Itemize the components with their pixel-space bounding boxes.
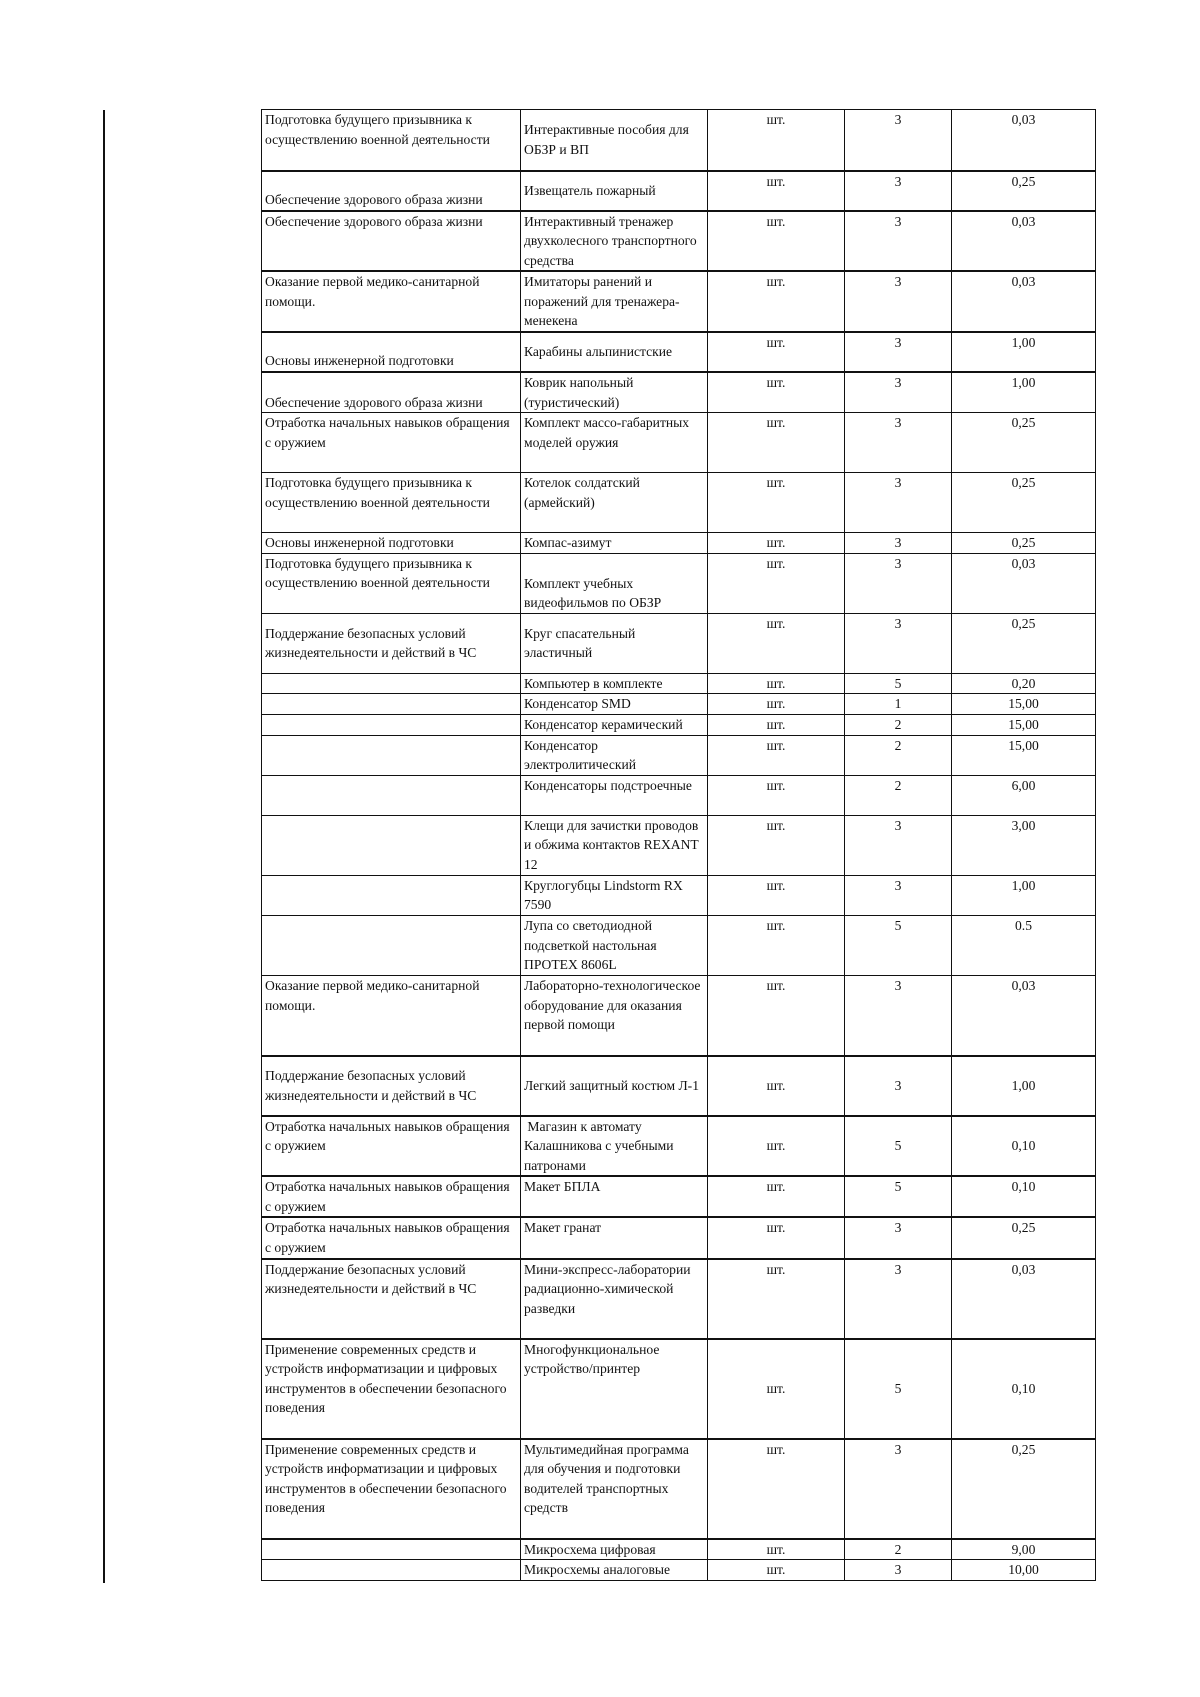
quantity-cell: 3	[845, 613, 952, 673]
unit-cell: шт.	[708, 413, 845, 473]
section-cell: Применение современных средств и устройств информатизации и цифровых инструментов в обеспечении безопасного поведения	[262, 1339, 521, 1439]
item-name-cell: Компьютер в комплекте	[521, 673, 708, 694]
section-cell: Отработка начальных навыков обращения с оружием	[262, 1176, 521, 1217]
unit-cell: шт.	[708, 271, 845, 332]
table-row	[262, 110, 1096, 171]
value-cell: 0,25	[952, 613, 1096, 673]
table-row	[262, 1176, 1096, 1217]
table-row	[262, 1217, 1096, 1258]
value-cell: 15,00	[952, 694, 1096, 715]
table-row	[262, 211, 1096, 272]
section-cell: Подготовка будущего призывника к осуществлению военной деятельности	[262, 553, 521, 613]
section-cell	[262, 916, 521, 976]
unit-cell: шт.	[708, 916, 845, 976]
quantity-cell: 3	[845, 976, 952, 1056]
quantity-cell: 3	[845, 875, 952, 915]
value-cell: 0,25	[952, 473, 1096, 533]
quantity-cell: 3	[845, 553, 952, 613]
section-cell: Основы инженерной подготовки	[262, 332, 521, 372]
value-cell: 0,20	[952, 673, 1096, 694]
unit-cell: шт.	[708, 775, 845, 815]
unit-cell: шт.	[708, 1439, 845, 1539]
item-name-cell: Извещатель пожарный	[521, 171, 708, 211]
section-cell: Основы инженерной подготовки	[262, 533, 521, 554]
section-cell	[262, 715, 521, 736]
value-cell: 0,25	[952, 171, 1096, 211]
table-row	[262, 916, 1096, 976]
item-name-cell: Круг спасательный эластичный	[521, 613, 708, 673]
unit-cell: шт.	[708, 715, 845, 736]
value-cell: 0,10	[952, 1116, 1096, 1177]
section-cell: Обеспечение здорового образа жизни	[262, 211, 521, 272]
section-cell	[262, 875, 521, 915]
equipment-table	[261, 109, 1096, 1581]
unit-cell: шт.	[708, 372, 845, 413]
table-row	[262, 976, 1096, 1056]
table-row	[262, 553, 1096, 613]
table-row	[262, 1116, 1096, 1177]
value-cell: 0,10	[952, 1339, 1096, 1439]
table-row	[262, 673, 1096, 694]
quantity-cell: 3	[845, 332, 952, 372]
item-name-cell: Микросхема цифровая	[521, 1539, 708, 1560]
quantity-cell: 3	[845, 1259, 952, 1339]
quantity-cell: 5	[845, 673, 952, 694]
table-row	[262, 1056, 1096, 1116]
value-cell: 0,25	[952, 1217, 1096, 1258]
value-cell: 0,03	[952, 976, 1096, 1056]
quantity-cell: 3	[845, 413, 952, 473]
section-cell: Поддержание безопасных условий жизнедеятельности и действий в ЧС	[262, 1056, 521, 1116]
item-name-cell: Интерактивный тренажер двухколесного транспортного средства	[521, 211, 708, 272]
unit-cell: шт.	[708, 1339, 845, 1439]
item-name-cell: Микросхемы аналоговые	[521, 1560, 708, 1581]
value-cell: 0,03	[952, 211, 1096, 272]
quantity-cell: 3	[845, 815, 952, 875]
section-cell: Отработка начальных навыков обращения с оружием	[262, 1116, 521, 1177]
unit-cell: шт.	[708, 171, 845, 211]
quantity-cell: 3	[845, 110, 952, 171]
item-name-cell: Многофункциональное устройство/принтер	[521, 1339, 708, 1439]
unit-cell: шт.	[708, 1116, 845, 1177]
item-name-cell: Котелок солдатский (армейский)	[521, 473, 708, 533]
unit-cell: шт.	[708, 1056, 845, 1116]
table-row	[262, 1539, 1096, 1560]
item-name-cell: Лабораторно-технологическое оборудование для оказания первой помощи	[521, 976, 708, 1056]
table-row	[262, 735, 1096, 775]
item-name-cell: Карабины альпинистские	[521, 332, 708, 372]
quantity-cell: 3	[845, 1217, 952, 1258]
unit-cell: шт.	[708, 1217, 845, 1258]
quantity-cell: 2	[845, 715, 952, 736]
unit-cell: шт.	[708, 473, 845, 533]
value-cell: 0,03	[952, 110, 1096, 171]
item-name-cell: Коврик напольный (туристический)	[521, 372, 708, 413]
value-cell: 15,00	[952, 715, 1096, 736]
quantity-cell: 2	[845, 735, 952, 775]
quantity-cell: 3	[845, 171, 952, 211]
table-row	[262, 473, 1096, 533]
item-name-cell: Конденсатор SMD	[521, 694, 708, 715]
unit-cell: шт.	[708, 673, 845, 694]
item-name-cell: Круглогубцы Lindstorm RX 7590	[521, 875, 708, 915]
section-cell	[262, 1560, 521, 1581]
quantity-cell: 3	[845, 372, 952, 413]
value-cell: 0,25	[952, 533, 1096, 554]
value-cell: 0,03	[952, 271, 1096, 332]
item-name-cell: Мультимедийная программа для обучения и подготовки водителей транспортных средств	[521, 1439, 708, 1539]
section-cell: Подготовка будущего призывника к осуществлению военной деятельности	[262, 473, 521, 533]
quantity-cell: 3	[845, 1056, 952, 1116]
table-row	[262, 815, 1096, 875]
quantity-cell: 3	[845, 271, 952, 332]
section-cell: Отработка начальных навыков обращения с оружием	[262, 413, 521, 473]
value-cell: 1,00	[952, 372, 1096, 413]
section-cell: Обеспечение здорового образа жизни	[262, 372, 521, 413]
quantity-cell: 5	[845, 1176, 952, 1217]
item-name-cell: Мини-экспресс-лаборатории радиационно-химической разведки	[521, 1259, 708, 1339]
table-row	[262, 694, 1096, 715]
quantity-cell: 5	[845, 1116, 952, 1177]
value-cell: 1,00	[952, 875, 1096, 915]
quantity-cell: 5	[845, 1339, 952, 1439]
unit-cell: шт.	[708, 1560, 845, 1581]
unit-cell: шт.	[708, 1176, 845, 1217]
item-name-cell: Интерактивные пособия для ОБЗР и ВП	[521, 110, 708, 171]
section-cell	[262, 815, 521, 875]
value-cell: 3,00	[952, 815, 1096, 875]
table-row	[262, 613, 1096, 673]
table-row	[262, 372, 1096, 413]
unit-cell: шт.	[708, 613, 845, 673]
table-row	[262, 1339, 1096, 1439]
value-cell: 0,10	[952, 1176, 1096, 1217]
section-cell: Поддержание безопасных условий жизнедеятельности и действий в ЧС	[262, 613, 521, 673]
section-cell	[262, 673, 521, 694]
left-margin-rule	[103, 110, 105, 1583]
value-cell: 1,00	[952, 332, 1096, 372]
quantity-cell: 3	[845, 533, 952, 554]
section-cell	[262, 735, 521, 775]
unit-cell: шт.	[708, 735, 845, 775]
quantity-cell: 1	[845, 694, 952, 715]
value-cell: 1,00	[952, 1056, 1096, 1116]
item-name-cell: Конденсатор керамический	[521, 715, 708, 736]
quantity-cell: 3	[845, 211, 952, 272]
table-row	[262, 271, 1096, 332]
unit-cell: шт.	[708, 976, 845, 1056]
item-name-cell: Комплект учебных видеофильмов по ОБЗР	[521, 553, 708, 613]
value-cell: 0.5	[952, 916, 1096, 976]
section-cell: Поддержание безопасных условий жизнедеятельности и действий в ЧС	[262, 1259, 521, 1339]
section-cell	[262, 694, 521, 715]
value-cell: 0,25	[952, 1439, 1096, 1539]
quantity-cell: 2	[845, 775, 952, 815]
value-cell: 15,00	[952, 735, 1096, 775]
quantity-cell: 2	[845, 1539, 952, 1560]
unit-cell: шт.	[708, 875, 845, 915]
unit-cell: шт.	[708, 110, 845, 171]
table-row	[262, 1560, 1096, 1581]
value-cell: 0,25	[952, 413, 1096, 473]
item-name-cell: Конденсаторы подстроечные	[521, 775, 708, 815]
item-name-cell: Макет БПЛА	[521, 1176, 708, 1217]
section-cell: Обеспечение здорового образа жизни	[262, 171, 521, 211]
item-name-cell: Макет гранат	[521, 1217, 708, 1258]
table-row	[262, 875, 1096, 915]
table-row	[262, 775, 1096, 815]
table-row	[262, 1259, 1096, 1339]
table-row	[262, 533, 1096, 554]
item-name-cell: Клещи для зачистки проводов и обжима контактов REXANT 12	[521, 815, 708, 875]
unit-cell: шт.	[708, 1539, 845, 1560]
table-row	[262, 715, 1096, 736]
section-cell: Оказание первой медико-санитарной помощи.	[262, 976, 521, 1056]
item-name-cell: Магазин к автомату Калашникова с учебными патронами	[521, 1116, 708, 1177]
unit-cell: шт.	[708, 332, 845, 372]
quantity-cell: 5	[845, 916, 952, 976]
item-name-cell: Имитаторы ранений и поражений для тренажера-менекена	[521, 271, 708, 332]
unit-cell: шт.	[708, 533, 845, 554]
section-cell	[262, 1539, 521, 1560]
quantity-cell: 3	[845, 473, 952, 533]
value-cell: 0,03	[952, 1259, 1096, 1339]
item-name-cell: Конденсатор электролитический	[521, 735, 708, 775]
item-name-cell: Компас-азимут	[521, 533, 708, 554]
unit-cell: шт.	[708, 553, 845, 613]
quantity-cell: 3	[845, 1560, 952, 1581]
unit-cell: шт.	[708, 1259, 845, 1339]
value-cell: 0,03	[952, 553, 1096, 613]
item-name-cell: Комплект массо-габаритных моделей оружия	[521, 413, 708, 473]
unit-cell: шт.	[708, 694, 845, 715]
unit-cell: шт.	[708, 211, 845, 272]
section-cell: Подготовка будущего призывника к осуществлению военной деятельности	[262, 110, 521, 171]
quantity-cell: 3	[845, 1439, 952, 1539]
unit-cell: шт.	[708, 815, 845, 875]
table-row	[262, 171, 1096, 211]
value-cell: 6,00	[952, 775, 1096, 815]
item-name-cell: Легкий защитный костюм Л-1	[521, 1056, 708, 1116]
value-cell: 9,00	[952, 1539, 1096, 1560]
value-cell: 10,00	[952, 1560, 1096, 1581]
table-row	[262, 332, 1096, 372]
table-row	[262, 1439, 1096, 1539]
item-name-cell: Лупа со светодиодной подсветкой настольная ПРОТЕХ 8606L	[521, 916, 708, 976]
section-cell: Оказание первой медико-санитарной помощи.	[262, 271, 521, 332]
section-cell: Отработка начальных навыков обращения с оружием	[262, 1217, 521, 1258]
section-cell	[262, 775, 521, 815]
table-row	[262, 413, 1096, 473]
section-cell: Применение современных средств и устройств информатизации и цифровых инструментов в обеспечении безопасного поведения	[262, 1439, 521, 1539]
